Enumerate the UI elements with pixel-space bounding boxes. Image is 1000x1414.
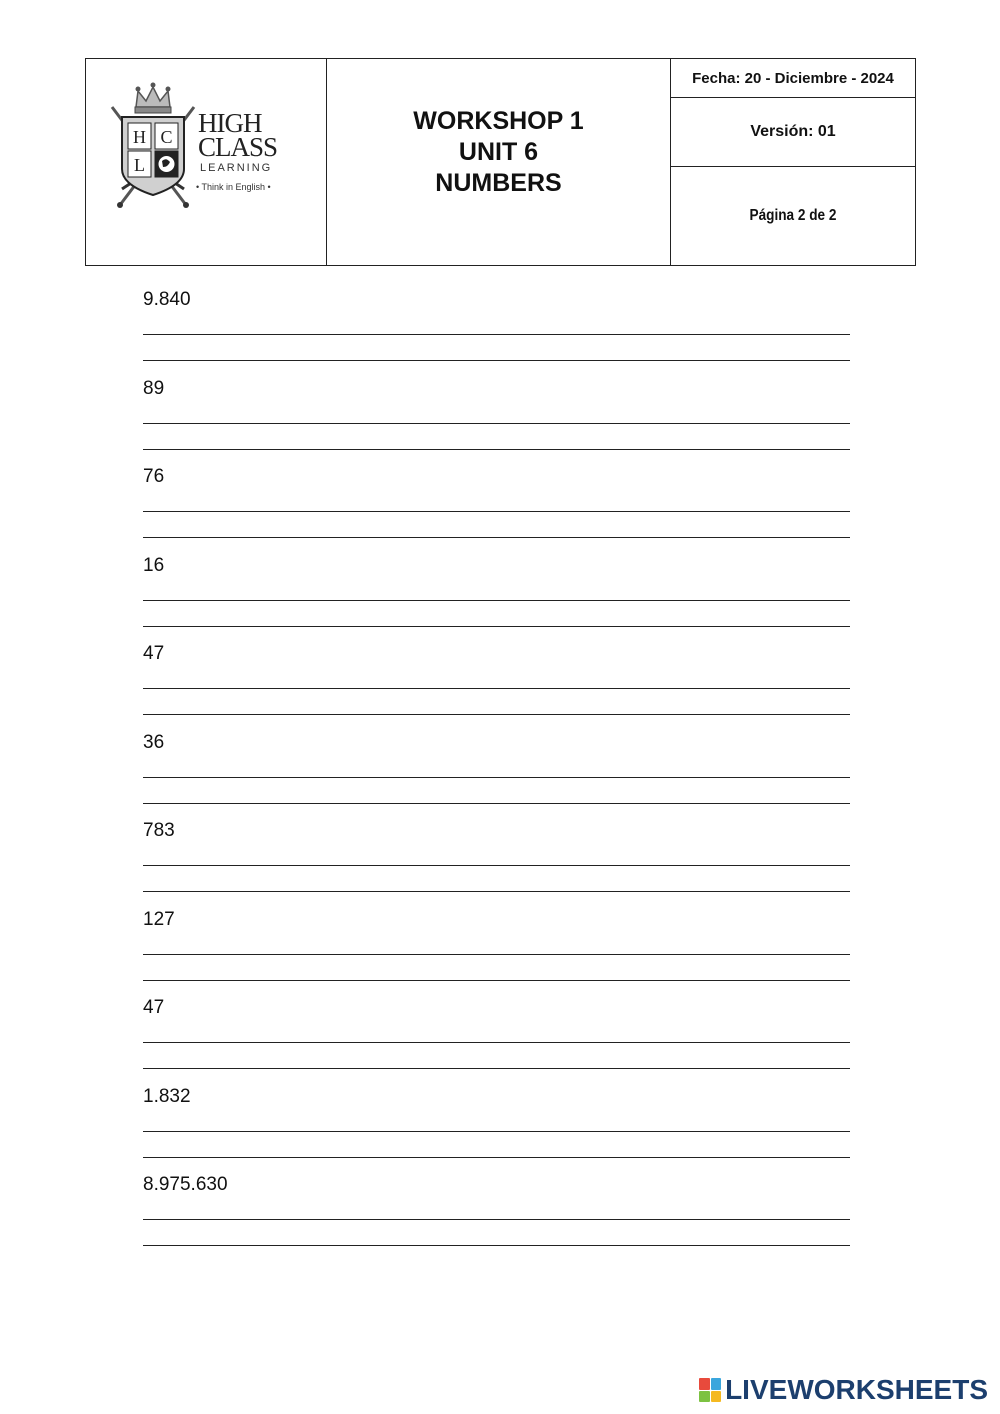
exercise-number: 47	[143, 997, 165, 1018]
logo-text-class: CLASS	[198, 132, 278, 162]
logo-tagline: • Think in English •	[196, 182, 271, 192]
exercise-number: 76	[143, 466, 165, 487]
exercise-item	[143, 552, 850, 641]
page-field: Página 2 de 2	[749, 207, 837, 224]
title-cell	[327, 59, 671, 265]
exercise-number: 1.832	[143, 1085, 191, 1107]
answer-line[interactable]	[143, 511, 850, 512]
exercise-item	[143, 729, 850, 818]
exercise-item	[143, 640, 850, 729]
answer-line[interactable]	[143, 1068, 850, 1069]
answer-line[interactable]	[143, 1157, 850, 1158]
exercise-number: 16	[143, 554, 165, 576]
logo-cell	[86, 59, 327, 265]
liveworksheets-text: LIVEWORKSHEETS	[725, 1374, 988, 1405]
crest-letter-l: L	[134, 155, 145, 175]
crest-logo-icon	[108, 77, 198, 217]
exercise-item	[143, 375, 850, 464]
answer-line[interactable]	[143, 423, 850, 424]
version-field: Versión: 01	[671, 98, 915, 167]
exercise-number: 8.975.630	[143, 1174, 228, 1195]
exercise-item	[143, 1171, 850, 1260]
answer-line[interactable]	[143, 980, 850, 981]
exercise-item	[143, 1083, 850, 1172]
liveworksheets-brand[interactable]	[699, 1374, 988, 1406]
answer-line[interactable]	[143, 865, 850, 866]
exercise-item	[143, 286, 850, 375]
answer-line[interactable]	[143, 449, 850, 450]
answer-line[interactable]	[143, 891, 850, 892]
answer-line[interactable]	[143, 777, 850, 778]
crest-letter-h: H	[133, 127, 146, 147]
exercise-list	[143, 286, 850, 1260]
meta-cell	[671, 59, 915, 265]
answer-line[interactable]	[143, 1131, 850, 1132]
title-workshop: WORKSHOP 1	[413, 106, 584, 135]
date-field: Fecha: 20 - Diciembre - 2024	[671, 59, 915, 98]
exercise-number: 36	[143, 731, 165, 753]
exercise-item	[143, 817, 850, 906]
icon-block	[711, 1378, 722, 1390]
answer-line[interactable]	[143, 1245, 850, 1246]
exercise-item	[143, 906, 850, 995]
answer-line[interactable]	[143, 360, 850, 361]
crest-letter-c: C	[160, 127, 173, 147]
title-topic: NUMBERS	[435, 168, 562, 197]
answer-line[interactable]	[143, 954, 850, 955]
exercise-item	[143, 463, 850, 552]
answer-line[interactable]	[143, 1219, 850, 1220]
answer-line[interactable]	[143, 1042, 850, 1043]
answer-line[interactable]	[143, 714, 850, 715]
title-unit: UNIT 6	[458, 137, 539, 166]
liveworksheets-logo-icon	[699, 1378, 721, 1402]
answer-line[interactable]	[143, 334, 850, 335]
exercise-number: 9.840	[143, 289, 191, 310]
answer-line[interactable]	[143, 600, 850, 601]
header-table	[85, 58, 916, 266]
icon-block	[699, 1378, 710, 1390]
answer-line[interactable]	[143, 688, 850, 689]
logo-text-high: HIGH	[198, 108, 262, 138]
answer-line[interactable]	[143, 537, 850, 538]
answer-line[interactable]	[143, 803, 850, 804]
answer-line[interactable]	[143, 626, 850, 627]
exercise-number: 47	[143, 643, 165, 664]
logo-text-learning: LEARNING	[200, 162, 273, 174]
icon-block	[699, 1391, 710, 1403]
exercise-number: 89	[143, 377, 165, 399]
exercise-item	[143, 994, 850, 1083]
icon-block	[711, 1391, 722, 1403]
exercise-number: 127	[143, 908, 175, 930]
exercise-number: 783	[143, 820, 175, 841]
